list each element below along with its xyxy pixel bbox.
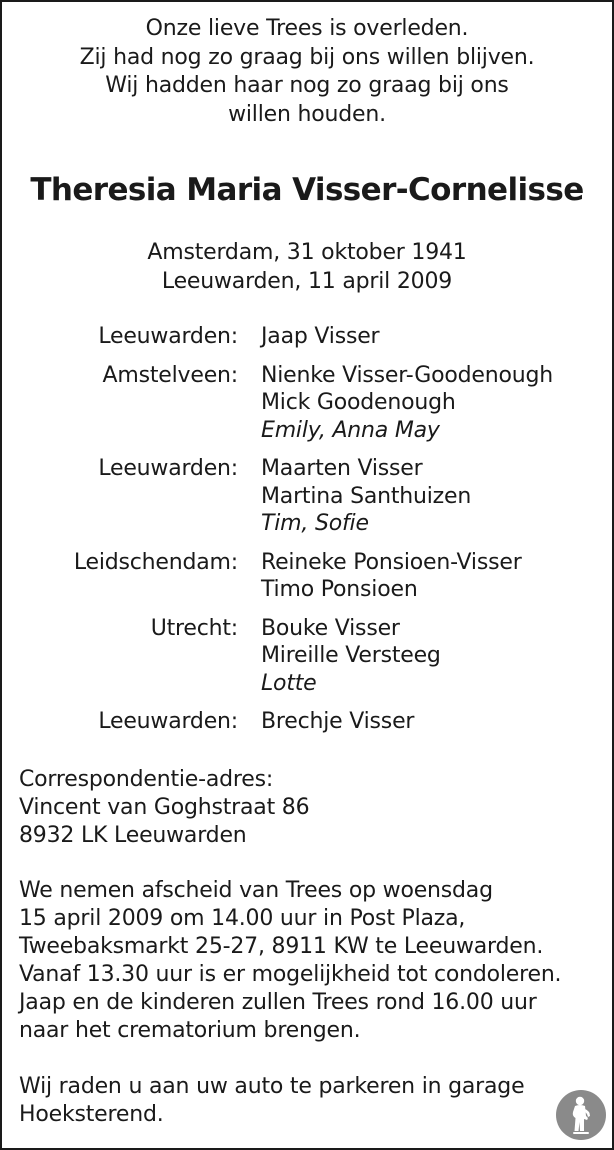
family-place: Leidschendam: [73, 549, 238, 575]
correspondence-address [19, 766, 309, 850]
death-date: Leeuwarden, 11 april 2009 [161, 268, 453, 294]
birth-date: Amsterdam, 31 oktober 1941 [147, 240, 467, 265]
family-group [2, 362, 612, 445]
family-member: Maarten Visser [261, 456, 423, 481]
family-names [261, 549, 612, 604]
parking-line: Wij raden u aan uw auto te parkeren in garage [19, 1074, 525, 1099]
family-names [261, 455, 612, 538]
family-member: Mireille Versteeg [261, 643, 441, 668]
farewell-line: Vanaf 13.30 uur is er mogelijkheid tot condoleren. [19, 962, 562, 987]
correspondence-city: 8932 LK Leeuwarden [19, 823, 247, 848]
poem [2, 15, 612, 129]
family-names [261, 615, 612, 698]
family-member: Brechje Visser [261, 709, 415, 734]
family-group [2, 708, 612, 736]
farewell-line: We nemen afscheid van Trees op woensdag [19, 878, 493, 903]
family-member: Reineke Ponsioen-Visser [261, 549, 522, 575]
family-group [2, 455, 612, 538]
family-member: Nienke Visser-Goodenough [261, 362, 553, 388]
family-member: Jaap Visser [261, 324, 380, 349]
family-group [2, 323, 612, 351]
birth-death-dates [2, 239, 612, 296]
poem-line: willen houden. [228, 101, 386, 127]
family-member: Timo Ponsioen [261, 577, 418, 602]
farewell-line: Tweebaksmarkt 25-27, 8911 KW te Leeuwarden. [19, 934, 544, 959]
grandchildren: Emily, Anna May [261, 417, 440, 443]
family-member: Martina Santhuizen [261, 483, 472, 509]
family-list [2, 323, 612, 747]
family-member: Bouke Visser [261, 615, 400, 641]
parking-advice [19, 1073, 524, 1129]
family-place: Amstelveen: [102, 362, 238, 388]
farewell-details [19, 877, 561, 1045]
deceased-name: Theresia Maria Visser-Cornelisse [30, 172, 584, 208]
family-place: Leeuwarden: [98, 456, 238, 481]
family-group [2, 549, 612, 604]
poem-line: Onze lieve Trees is overleden. [145, 16, 469, 41]
mourning-figure-icon [555, 1089, 607, 1141]
family-group [2, 615, 612, 698]
grandchildren: Lotte [261, 670, 317, 696]
family-place: Leeuwarden: [98, 324, 238, 349]
family-member: Mick Goodenough [261, 390, 456, 415]
grandchildren: Tim, Sofie [261, 511, 369, 536]
farewell-line: 15 april 2009 om 14.00 uur in Post Plaza, [19, 906, 466, 931]
family-place: Leeuwarden: [98, 709, 238, 734]
correspondence-label: Correspondentie-adres: [19, 767, 274, 792]
farewell-line: Jaap en de kinderen zullen Trees rond 16.00 uur [19, 990, 537, 1015]
farewell-line: naar het crematorium brengen. [19, 1018, 361, 1043]
family-place: Utrecht: [150, 615, 238, 641]
family-names [261, 362, 612, 445]
parking-line: Hoeksterend. [19, 1102, 164, 1127]
correspondence-street: Vincent van Goghstraat 86 [19, 795, 310, 820]
poem-line: Wij hadden haar nog zo graag bij ons [105, 73, 509, 98]
family-names [261, 323, 612, 351]
family-names [261, 708, 612, 736]
poem-line: Zij had nog zo graag bij ons willen blijven. [79, 44, 535, 70]
